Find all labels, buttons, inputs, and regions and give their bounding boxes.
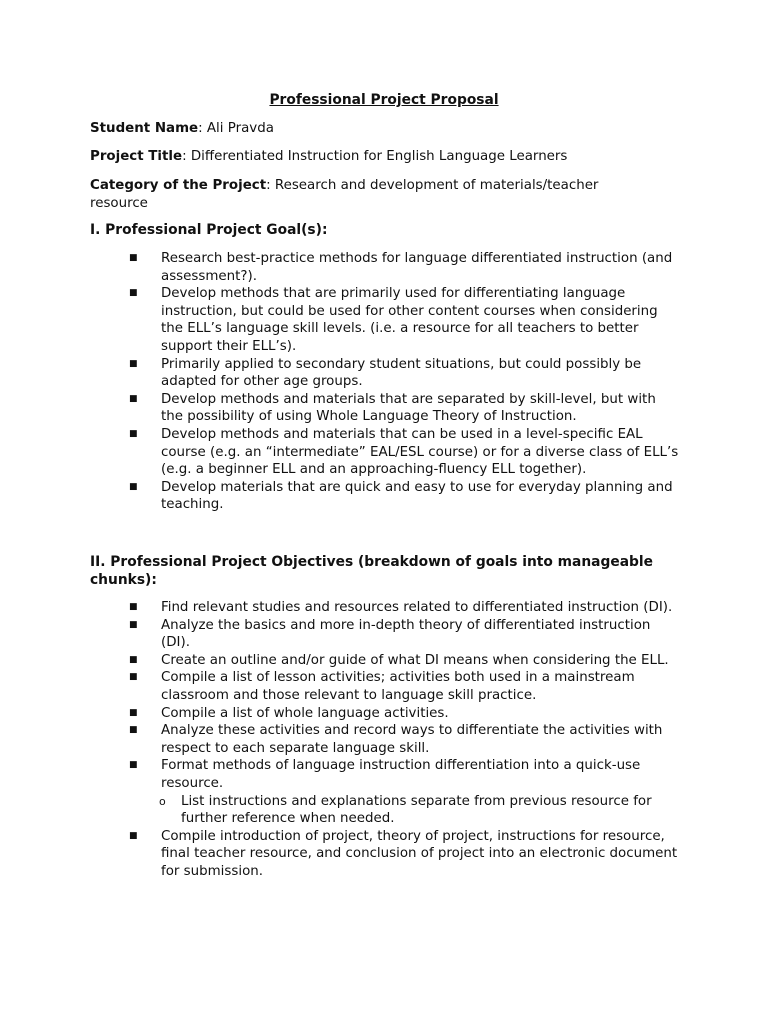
square-bullet-icon: ■ [129, 253, 138, 263]
objective-text: Format methods of language instruction differentiation into a quick-use resource. [161, 758, 641, 791]
objective-text: Compile a list of whole language activities. [161, 705, 449, 721]
goals-heading: I. Professional Project Goal(s): [90, 222, 328, 238]
objective-item [0, 828, 681, 881]
square-bullet-icon: ■ [129, 760, 138, 771]
square-bullet-icon: ■ [129, 602, 138, 612]
objectives-list [0, 599, 768, 881]
square-bullet-icon: ■ [129, 428, 138, 439]
goal-text: Develop methods and materials that can be used in a level-specific EAL course (e.g. an “intermediate” EAL/ESL course) or for a diverse class of ELL’s (e.g. a beginner ELL and an approaching-fluency ELL together). [161, 426, 679, 478]
student-name-label: Student Name [90, 121, 199, 136]
square-bullet-icon: ■ [129, 672, 138, 683]
goal-text: Primarily applied to secondary student situations, but could possibly be adapted for other age groups. [161, 356, 642, 390]
objective-text: Analyze the basics and more in-depth theory of differentiated instruction (DI). [161, 617, 651, 651]
category-label: Category of the Project [90, 178, 267, 193]
goal-text: Develop methods and materials that are separated by skill-level, but with the possibility of using Whole Language Theory of Instruction. [161, 391, 656, 425]
goal-item [0, 356, 681, 391]
square-bullet-icon: ■ [129, 725, 138, 736]
category-field [90, 177, 650, 212]
objective-sublist [161, 793, 681, 828]
square-bullet-icon: ■ [129, 358, 138, 369]
objective-text: Compile a list of lesson activities; activities both used in a mainstream classroom and those relevant to language skill practice. [161, 670, 635, 703]
goal-item [0, 250, 681, 285]
category-value: : Research and development of materials/teacher resource [90, 178, 599, 211]
objective-item [0, 599, 681, 617]
objective-item [0, 669, 681, 704]
square-bullet-icon: ■ [129, 830, 138, 841]
document-title: Professional Project Proposal [269, 92, 499, 108]
square-bullet-icon: ■ [129, 654, 138, 665]
objectives-heading: II. Professional Project Objectives (breakdown of goals into manageable chunks): [90, 554, 653, 588]
project-title-value: : Differentiated Instruction for English Language Learners [182, 149, 568, 164]
square-bullet-icon: ■ [129, 288, 138, 299]
goal-item [0, 426, 681, 479]
goal-text: Develop materials that are quick and easy to use for everyday planning and teaching. [161, 479, 673, 513]
student-name-field [90, 120, 690, 138]
goal-item [0, 391, 681, 426]
goal-text: Research best-practice methods for language differentiated instruction (and assessment?). [161, 251, 673, 284]
square-bullet-icon: ■ [129, 707, 138, 718]
objective-subitem-text: List instructions and explanations separate from previous resource for further reference when needed. [181, 793, 652, 827]
goal-text: Develop methods that are primarily used for differentiating language instruction, but could be used for other content courses when considering the ELL’s language skill levels. (i.e. a resource for all teachers to better support their ELL’s). [161, 286, 658, 354]
goal-item [0, 479, 681, 514]
objective-item [0, 705, 681, 723]
objective-item [0, 757, 681, 827]
square-bullet-icon: ■ [129, 619, 138, 630]
goals-list [0, 250, 768, 514]
student-name-value: : Ali Pravda [198, 121, 274, 136]
objective-subitem [161, 793, 661, 828]
objective-item [0, 617, 681, 652]
objective-item [0, 652, 681, 670]
project-title-field [90, 148, 690, 166]
objective-item [0, 722, 681, 757]
objective-text: Analyze these activities and record ways to differentiate the activities with respect to each separate language skill. [161, 723, 663, 756]
circle-bullet-icon: o [159, 794, 166, 808]
project-title-label: Project Title [90, 149, 183, 164]
goal-item [0, 285, 681, 355]
objective-text: Create an outline and/or guide of what DI means when considering the ELL. [161, 652, 669, 668]
square-bullet-icon: ■ [129, 393, 138, 404]
objective-text: Compile introduction of project, theory of project, instructions for resource, final teacher resource, and conclusion of project into an electronic document for submission. [161, 828, 678, 879]
square-bullet-icon: ■ [129, 481, 138, 492]
objective-text: Find relevant studies and resources related to differentiated instruction (DI). [161, 600, 673, 615]
